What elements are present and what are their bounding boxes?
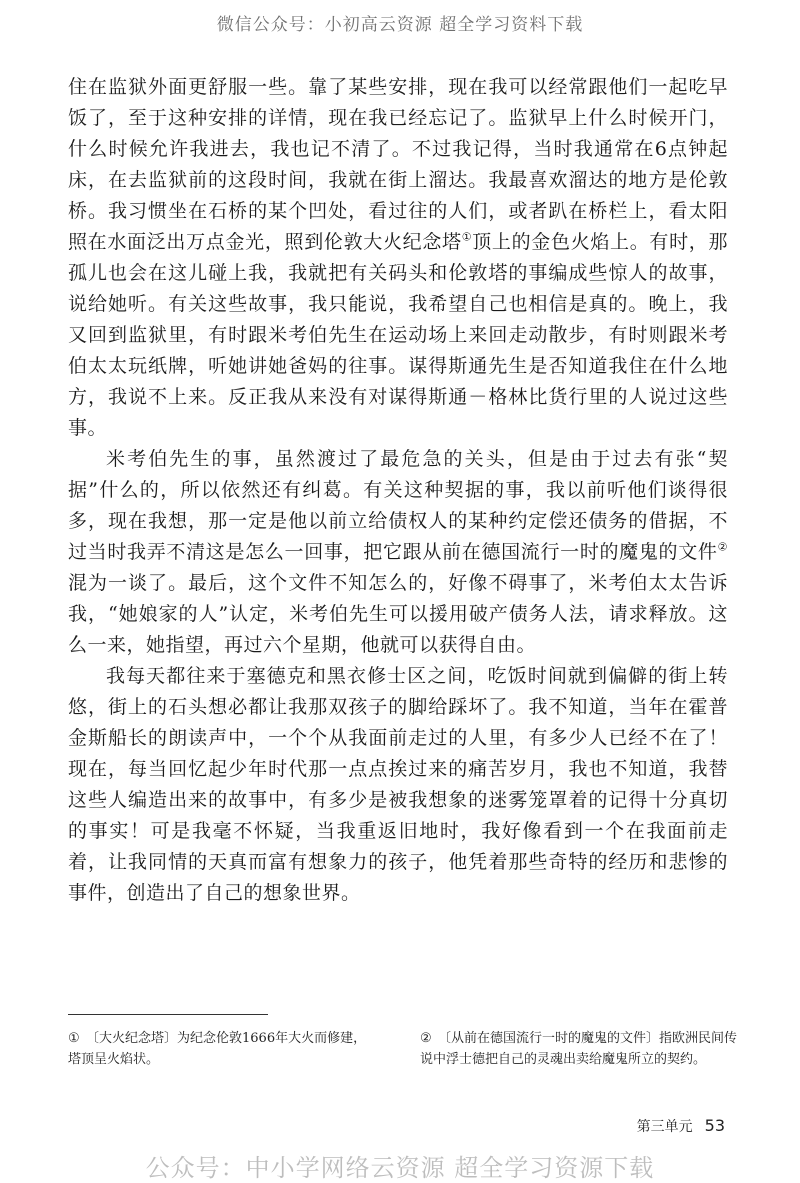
paragraph-2 <box>68 444 728 661</box>
bottom-watermark: 公众号：中小学网络云资源 超全学习资源下载 <box>145 1154 655 1182</box>
top-watermark: 微信公众号：小初高云资源 超全学习资料下载 <box>216 15 584 35</box>
page-number: 53 <box>704 1116 725 1135</box>
body-text <box>68 72 728 909</box>
unit-label: 第三单元 <box>636 1119 693 1135</box>
footnote-ref-1[interactable]: ① <box>461 230 473 244</box>
footnote-divider <box>68 1014 268 1015</box>
paragraph-1-text-b: 顶上的金色火焰上。有时，那孤儿也会在这儿碰上我，我就把有关码头和伦敦塔的事编成些惊人的故事，说给她听。有关这些故事，我只能说，我希望自己也相信是真的。晚上，我又回到监狱里，有时跟米考伯先生在运动场上来回走动散步，有时则跟米考伯太太玩纸牌，听她讲她爸妈的往事。谋得斯通先生是否知道我住在什么地方，我说不上来。反正我从来没有对谋得斯通－格林比货行里的人说过这些事。 <box>68 231 728 439</box>
paragraph-3 <box>68 661 728 909</box>
footnote-2-text: 〔从前在德国流行一时的魔鬼的文件〕指欧洲民间传说中浮士德把自己的灵魂出卖给魔鬼所立的契约。 <box>420 1031 738 1067</box>
paragraph-1-text-a: 住在监狱外面更舒服一些。靠了某些安排，现在我可以经常跟他们一起吃早饭了，至于这种安排的详情，现在我已经忘记了。监狱早上什么时候开门，什么时候允许我进去，我也记不清了。不过我记得，当时我通常在6点钟起床，在去监狱前的这段时间，我就在街上溜达。我最喜欢溜达的地方是伦敦桥。我习惯坐在石桥的某个凹处，看过往的人们，或者趴在桥栏上，看太阳照在水面泛出万点金光，照到伦敦大火纪念塔 <box>68 76 728 253</box>
paragraph-1 <box>68 72 728 444</box>
paragraph-2-text-a: 米考伯先生的事，虽然渡过了最危急的关头，但是由于过去有张“契据”什么的，所以依然还有纠葛。有关这种契据的事，我以前听他们谈得很多，现在我想，那一定是他以前立给债权人的某种约定偿还债务的借据，不过当时我弄不清这是怎么一回事，把它跟从前在德国流行一时的魔鬼的文件 <box>68 448 728 563</box>
footnote-1 <box>68 1028 378 1070</box>
footnote-2 <box>420 1028 740 1070</box>
footnote-ref-2[interactable]: ② <box>717 540 728 554</box>
page-footer <box>637 1116 725 1136</box>
paragraph-2-text-b: 混为一谈了。最后，这个文件不知怎么的，好像不碍事了，米考伯太太告诉我，“她娘家的人”认定，米考伯先生可以援用破产债务人法，请求释放。这么一来，她指望，再过六个星期，他就可以获得自由。 <box>68 572 728 656</box>
footnote-1-marker: ① <box>68 1031 80 1046</box>
footnote-2-marker: ② <box>420 1031 432 1046</box>
footnote-1-text: 〔大火纪念塔〕为纪念伦敦1666年大火而修建，塔顶呈火焰状。 <box>68 1031 367 1067</box>
paragraph-3-text: 我每天都往来于塞德克和黑衣修士区之间，吃饭时间就到偏僻的街上转悠，街上的石头想必都让我那双孩子的脚给踩坏了。我不知道，当年在霍普金斯船长的朗读声中，一个个从我面前走过的人里，有多少人已经不在了！现在，每当回忆起少年时代那一点点挨过来的痛苦岁月，我也不知道，我替这些人编造出来的故事中，有多少是被我想象的迷雾笼罩着的记得十分真切的事实！可是我毫不怀疑，当我重返旧地时，我好像看到一个在我面前走着，让我同情的天真而富有想象力的孩子，他凭着那些奇特的经历和悲惨的事件，创造出了自己的想象世界。 <box>68 665 728 904</box>
